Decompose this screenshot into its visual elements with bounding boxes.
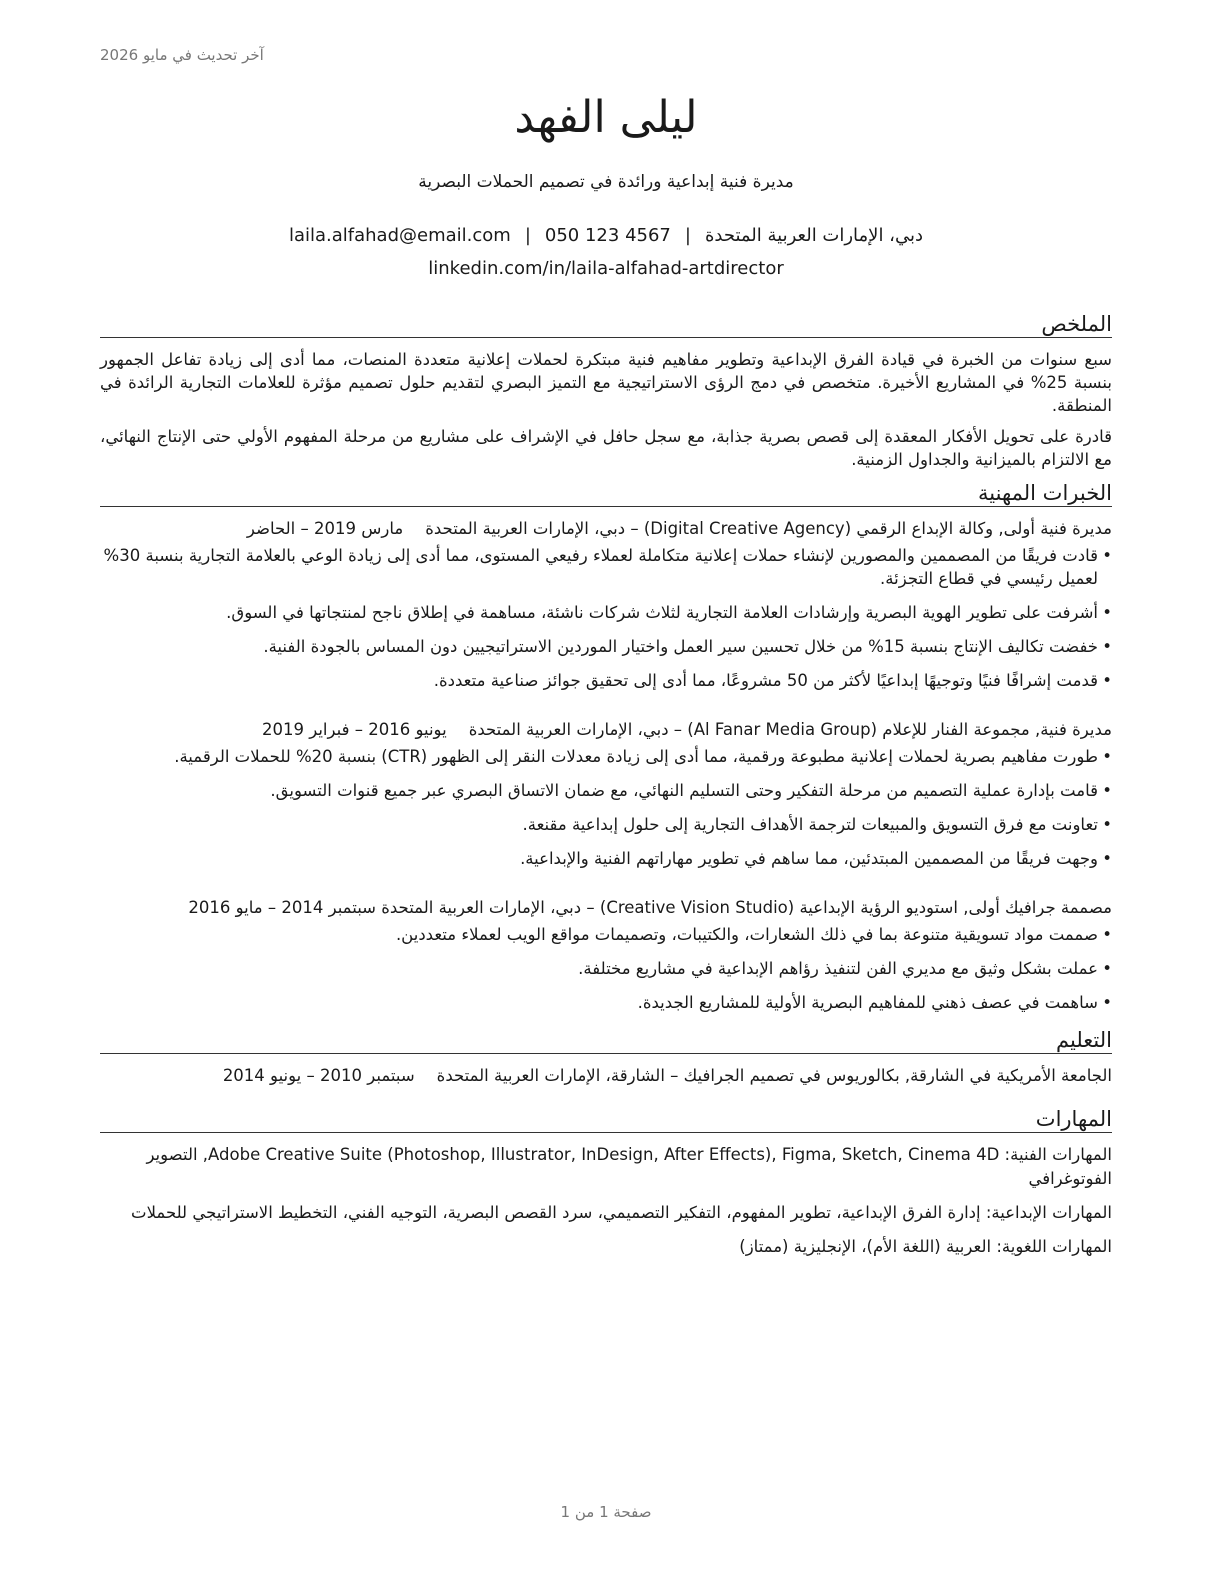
job-dates: يونيو 2016 – فبراير 2019 xyxy=(261,720,447,739)
job-entry xyxy=(100,896,1112,1014)
bullet-item: • عملت بشكل وثيق مع مديري الفن لتنفيذ رؤاهم الإبداعية في مشاريع مختلفة. xyxy=(100,957,1112,980)
job-bullets xyxy=(100,745,1112,870)
email-link[interactable]: laila.alfahad@email.com xyxy=(288,225,511,246)
section-title-education: التعليم xyxy=(100,1028,1112,1054)
skills-languages: المهارات اللغوية: العربية (اللغة الأم)، الإنجليزية (ممتاز) xyxy=(739,1237,1112,1256)
skills-section xyxy=(100,1107,1112,1259)
resume-page xyxy=(100,0,1112,1584)
skills-creative: المهارات الإبداعية: إدارة الفرق الإبداعية، تطوير المفهوم، التفكير التصميمي، سرد القصص البصرية، التوجيه الفني، التخطيط الاستراتيجي للحملات xyxy=(131,1203,1112,1222)
section-title-experience: الخبرات المهنية xyxy=(100,481,1112,507)
job-dates: سبتمبر 2014 – مايو 2016 xyxy=(188,898,376,917)
phone-number: 050 123 4567 xyxy=(544,225,671,246)
job-title: مصممة جرافيك أولى, استوديو الرؤية الإبداعية (Creative Vision Studio) – دبي، الإمارات العربية المتحدة xyxy=(381,898,1112,917)
bullet-item: • قدمت إشرافًا فنيًا وتوجيهًا إبداعيًا لأكثر من 50 مشروعًا، مما أدى إلى تحقيق جوائز صناعية متعددة. xyxy=(100,669,1112,692)
tagline: مديرة فنية إبداعية ورائدة في تصميم الحملات البصرية xyxy=(418,172,794,192)
job-bullets xyxy=(100,923,1112,1014)
education-degree: الجامعة الأمريكية في الشارقة, بكالوريوس في تصميم الجرافيك – الشارقة، الإمارات العربية المتحدة xyxy=(436,1066,1112,1085)
separator: | xyxy=(524,225,531,246)
contact-line xyxy=(100,225,1112,246)
summary-paragraph: قادرة على تحويل الأفكار المعقدة إلى قصص بصرية جذابة، مع سجل حافل في الإشراف على مشاريع من مرحلة المفهوم الأولي حتى الإنتاج النهائي، مع الالتزام بالميزانية والجداول الزمنية. xyxy=(100,427,1112,469)
job-header xyxy=(100,896,1112,919)
summary-section xyxy=(100,312,1112,471)
job-bullets xyxy=(100,544,1112,692)
person-name: ليلى الفهد xyxy=(514,92,698,143)
linkedin-link[interactable]: linkedin.com/in/laila-alfahad-artdirector xyxy=(428,258,784,279)
job-dates: مارس 2019 – الحاضر xyxy=(246,519,404,538)
bullet-item: • طورت مفاهيم بصرية لحملات إعلانية مطبوعة ورقمية، مما أدى إلى زيادة معدلات النقر إلى الظهور (CTR) بنسبة 20% للحملات الرقمية. xyxy=(100,745,1112,768)
job-title: مديرة فنية أولى, وكالة الإبداع الرقمي (Digital Creative Agency) – دبي، الإمارات العربية المتحدة xyxy=(425,519,1112,538)
bullet-item: • صممت مواد تسويقية متنوعة بما في ذلك الشعارات، والكتيبات، وتصميمات مواقع الويب لعملاء متعددين. xyxy=(100,923,1112,946)
last-updated: آخر تحديث في مايو 2026 xyxy=(100,46,264,64)
bullet-item: • قامت بإدارة عملية التصميم من مرحلة التفكير وحتى التسليم النهائي، مع ضمان الاتساق البصري عبر جميع قنوات التسويق. xyxy=(100,779,1112,802)
job-entry xyxy=(100,517,1112,692)
bullet-item: • قادت فريقًا من المصممين والمصورين لإنشاء حملات إعلانية متكاملة لعملاء رفيعي المستوى، مما أدى إلى زيادة الوعي بالعلامة التجارية بنسبة 30% لعميل رئيسي في قطاع التجزئة. xyxy=(100,544,1112,590)
bullet-item: • وجهت فريقًا من المصممين المبتدئين، مما ساهم في تطوير مهاراتهم الفنية والإبداعية. xyxy=(100,847,1112,870)
section-title-skills: المهارات xyxy=(100,1107,1112,1133)
education-dates: سبتمبر 2010 – يونيو 2014 xyxy=(222,1066,415,1085)
job-header xyxy=(100,718,1112,741)
bullet-item: • ساهمت في عصف ذهني للمفاهيم البصرية الأولية للمشاريع الجديدة. xyxy=(100,991,1112,1014)
resume-content xyxy=(100,312,1112,1269)
bullet-item: • خفضت تكاليف الإنتاج بنسبة 15% من خلال تحسين سير العمل واختيار الموردين الاستراتيجيين دون المساس بالجودة الفنية. xyxy=(100,635,1112,658)
location: دبي، الإمارات العربية المتحدة xyxy=(704,225,924,246)
job-header xyxy=(100,517,1112,540)
experience-section xyxy=(100,481,1112,1014)
bullet-item: • تعاونت مع فرق التسويق والمبيعات لترجمة الأهداف التجارية إلى حلول إبداعية مقنعة. xyxy=(100,813,1112,836)
job-title: مديرة فنية, مجموعة الفنار للإعلام (Al Fanar Media Group) – دبي، الإمارات العربية المتحدة xyxy=(468,720,1112,739)
summary-paragraph: سبع سنوات من الخبرة في قيادة الفرق الإبداعية وتطوير مفاهيم فنية مبتكرة لحملات إعلانية متعددة المنصات، مما أدى إلى زيادة تفاعل الجمهور بنسبة 25% في المشاريع الأخيرة. متخصص في دمج الرؤى الاستراتيجية مع التميز البصري لتقديم حلول تصميم مؤثرة للعلامات التجارية الرائدة في المنطقة. xyxy=(100,350,1112,415)
page-number: صفحة 1 من 1 xyxy=(560,1503,652,1521)
separator: | xyxy=(684,225,691,246)
education-entry xyxy=(100,1064,1112,1087)
section-title-summary: الملخص xyxy=(100,312,1112,338)
education-section xyxy=(100,1028,1112,1087)
job-entry xyxy=(100,718,1112,870)
skills-technical: المهارات الفنية: Adobe Creative Suite (Photoshop, Illustrator, InDesign, After Effects), Figma, Sketch, Cinema 4D, التصوير الفوتوغرافي xyxy=(146,1145,1112,1188)
bullet-item: • أشرفت على تطوير الهوية البصرية وإرشادات العلامة التجارية لثلاث شركات ناشئة، مساهمة في إطلاق ناجح لمنتجاتها في السوق. xyxy=(100,601,1112,624)
